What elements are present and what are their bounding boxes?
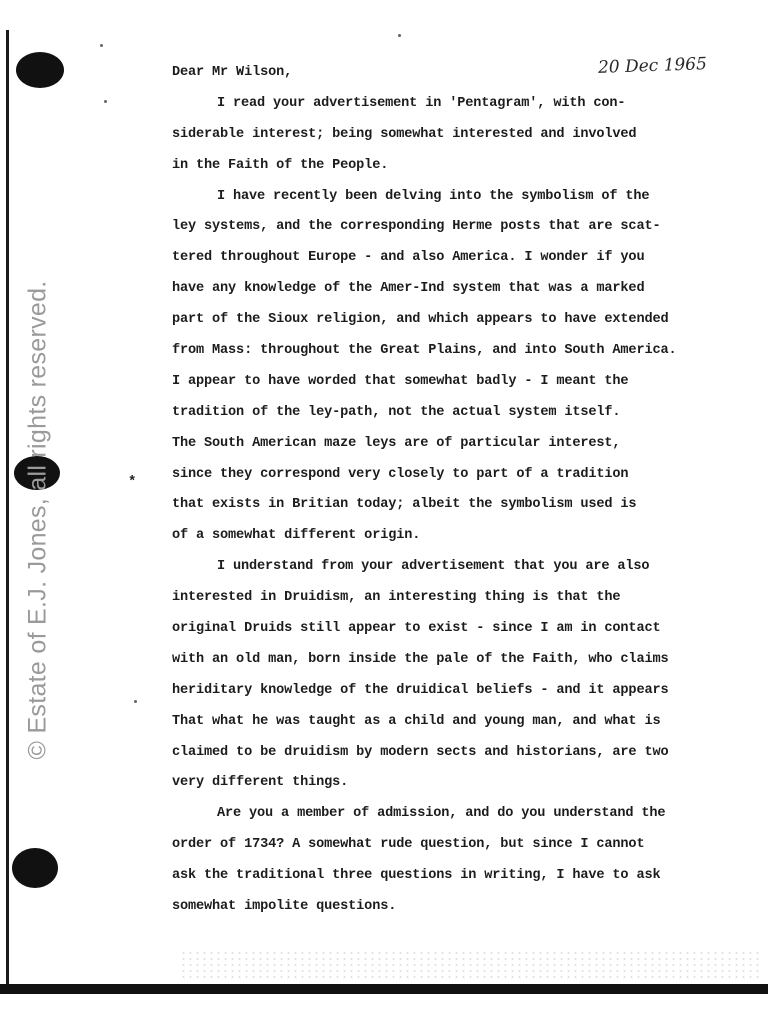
letter-line: somewhat impolite questions. <box>172 899 397 915</box>
watermark-text: © Estate of E.J. Jones, all rights reserved. <box>23 280 52 760</box>
page-left-edge <box>6 30 9 990</box>
letter-line: I understand from your advertisement that you are also <box>217 559 650 575</box>
letter-line: Dear Mr Wilson, <box>172 65 293 80</box>
letter-line: claimed to be druidism by modern sects and historians, are two <box>172 744 669 760</box>
letter-line: since they correspond very closely to part of a tradition <box>172 466 629 482</box>
paper-speck <box>134 700 137 703</box>
letter-line: siderable interest; being somewhat interested and involved <box>172 126 637 142</box>
punch-hole-top <box>16 52 64 88</box>
letter-line: I appear to have worded that somewhat badly - I meant the <box>172 373 629 389</box>
letter-line: I read your advertisement in 'Pentagram', with con- <box>217 95 626 111</box>
letter-line: very different things. <box>172 775 349 791</box>
paper-speck <box>398 34 401 37</box>
letter-line: That what he was taught as a child and young man, and what is <box>172 713 661 729</box>
margin-mark: * <box>128 474 137 490</box>
paper-speck <box>104 100 107 103</box>
letter-line: order of 1734? A somewhat rude question, but since I cannot <box>172 837 645 853</box>
letter-line: ley systems, and the corresponding Herme posts that are scat- <box>172 219 661 235</box>
letter-line: part of the Sioux religion, and which appears to have extended <box>172 312 669 328</box>
letter-line: from Mass: throughout the Great Plains, and into South America. <box>172 343 677 359</box>
letter-body <box>172 58 757 923</box>
letter-line: The South American maze leys are of particular interest, <box>172 435 621 451</box>
letter-line: tered throughout Europe - and also America. I wonder if you <box>172 250 645 266</box>
letter-line: have any knowledge of the Amer-Ind system that was a marked <box>172 281 645 297</box>
letter-line: tradition of the ley-path, not the actual system itself. <box>172 404 621 420</box>
handwritten-date: 20 Dec 1965 <box>597 54 708 78</box>
letter-line: in the Faith of the People. <box>172 157 389 173</box>
letter-line: interested in Druidism, an interesting thing is that the <box>172 590 621 606</box>
letter-line: that exists in Britian today; albeit the symbolism used is <box>172 497 637 513</box>
letter-line: with an old man, born inside the pale of the Faith, who claims <box>172 651 669 667</box>
letter-line: of a somewhat different origin. <box>172 528 421 544</box>
letter-line: Are you a member of admission, and do you understand the <box>217 806 666 822</box>
letter-line: heriditary knowledge of the druidical beliefs - and it appears <box>172 682 669 698</box>
paper-speck <box>100 44 103 47</box>
scan-noise <box>180 950 760 980</box>
letter-line: ask the traditional three questions in writing, I have to ask <box>172 868 661 884</box>
letter-line: original Druids still appear to exist - since I am in contact <box>172 621 661 637</box>
page-bottom-edge <box>0 984 768 994</box>
punch-hole-bottom <box>12 848 58 888</box>
letter-line: I have recently been delving into the symbolism of the <box>217 188 650 204</box>
